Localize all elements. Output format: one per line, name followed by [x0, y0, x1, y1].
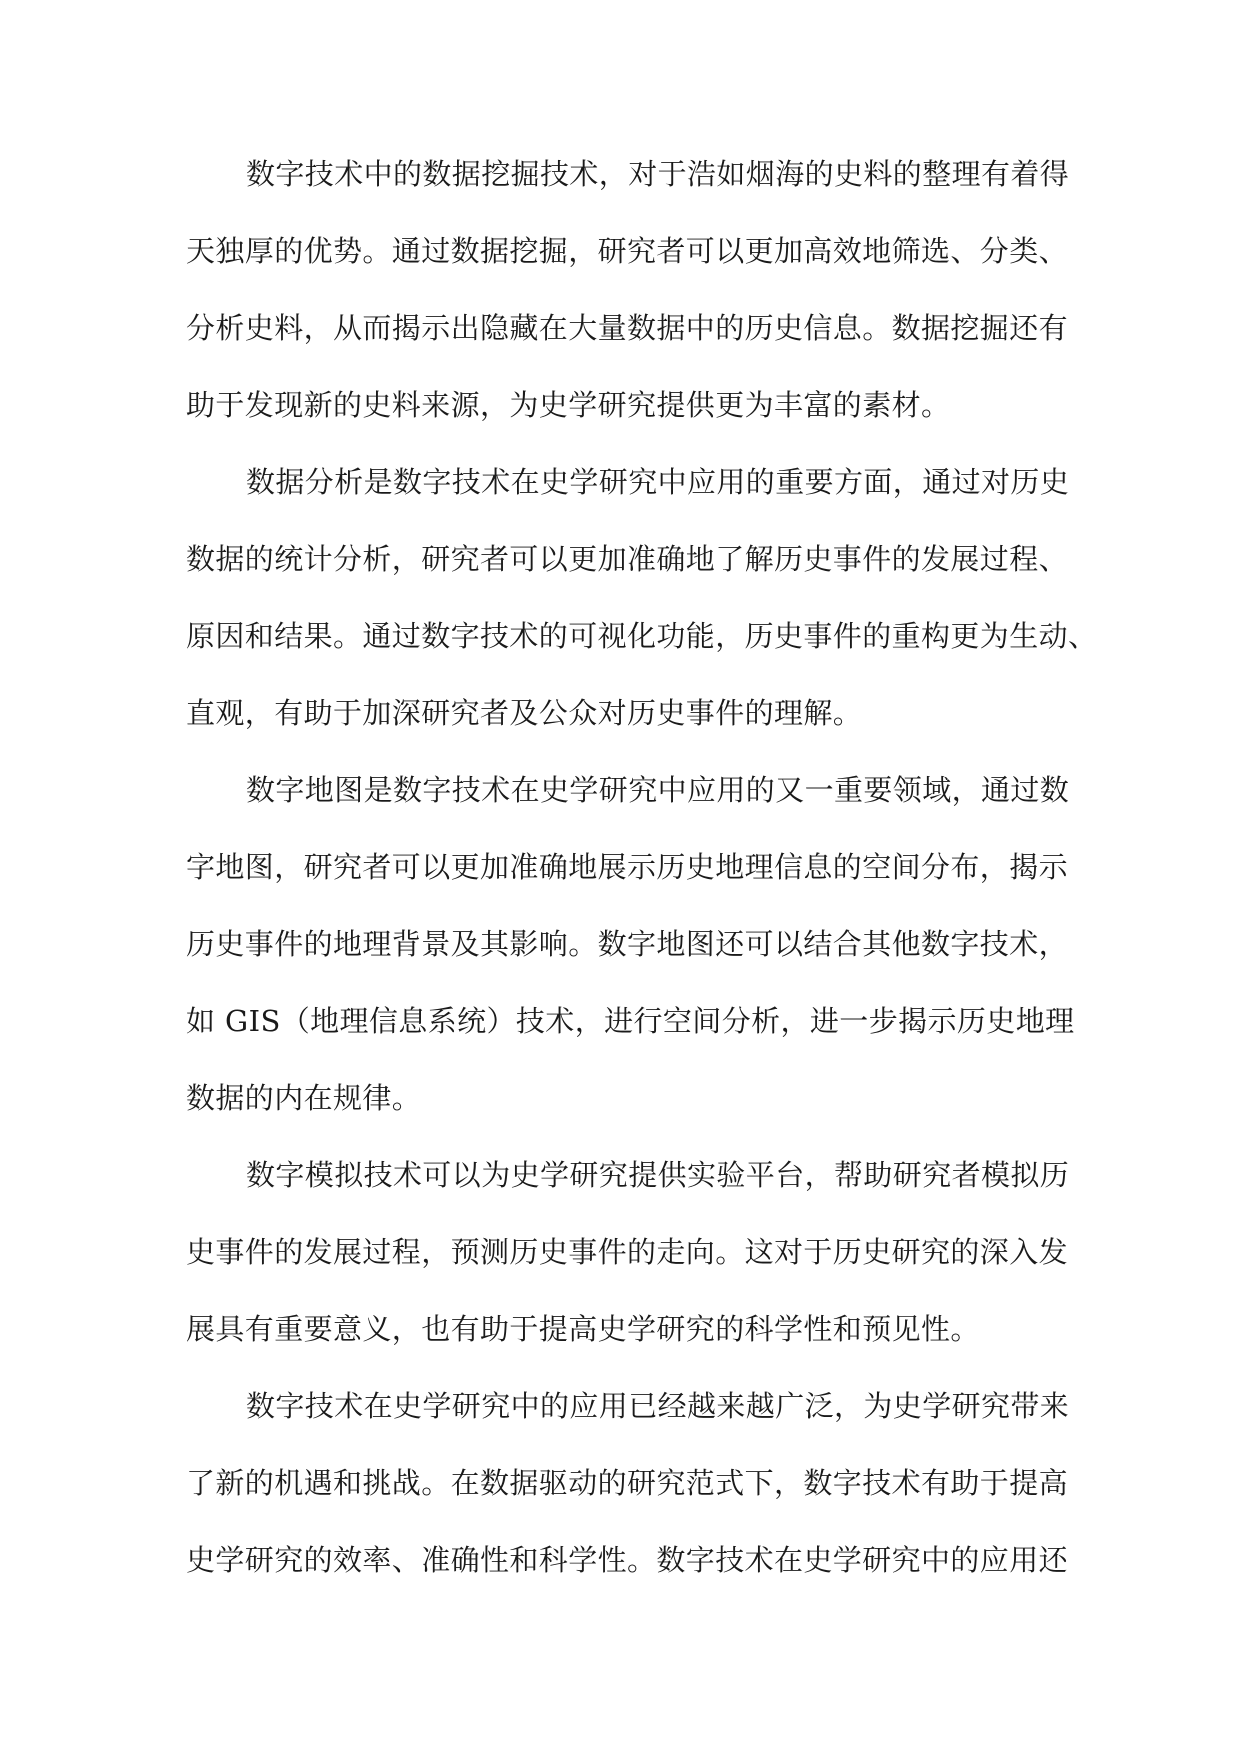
text-line: 数据分析是数字技术在史学研究中应用的重要方面，通过对历史 — [246, 465, 1070, 499]
paragraph-conclusion — [186, 1368, 1070, 1599]
text-line: 历史事件的地理背景及其影响。数字地图还可以结合其他数字技术， — [186, 927, 1069, 961]
paragraph-data-analysis — [186, 444, 1098, 752]
text-line: 原因和结果。通过数字技术的可视化功能，历史事件的重构更为生动、 — [186, 619, 1098, 653]
text-line: 如 GIS（地理信息系统）技术，进行空间分析，进一步揭示历史地理 — [186, 1004, 1075, 1038]
paragraph-digital-maps — [186, 752, 1075, 1137]
text-line: 史学研究的效率、准确性和科学性。数字技术在史学研究中的应用还 — [186, 1543, 1069, 1577]
text-line: 数字地图是数字技术在史学研究中应用的又一重要领域，通过数 — [246, 773, 1070, 807]
document-body — [186, 136, 1098, 1599]
text-line: 数据的统计分析，研究者可以更加准确地了解历史事件的发展过程、 — [186, 542, 1069, 576]
text-line: 数字模拟技术可以为史学研究提供实验平台，帮助研究者模拟历 — [246, 1158, 1070, 1192]
text-line: 天独厚的优势。通过数据挖掘，研究者可以更加高效地筛选、分类、 — [186, 234, 1069, 268]
text-line: 史事件的发展过程，预测历史事件的走向。这对于历史研究的深入发 — [186, 1235, 1069, 1269]
text-line: 数字技术中的数据挖掘技术，对于浩如烟海的史料的整理有着得 — [246, 157, 1070, 191]
text-line: 数字技术在史学研究中的应用已经越来越广泛，为史学研究带来 — [246, 1389, 1070, 1423]
text-line: 展具有重要意义，也有助于提高史学研究的科学性和预见性。 — [186, 1312, 980, 1346]
text-line: 字地图，研究者可以更加准确地展示历史地理信息的空间分布，揭示 — [186, 850, 1069, 884]
text-line: 分析史料，从而揭示出隐藏在大量数据中的历史信息。数据挖掘还有 — [186, 311, 1069, 345]
text-line: 了新的机遇和挑战。在数据驱动的研究范式下，数字技术有助于提高 — [186, 1466, 1069, 1500]
text-line: 助于发现新的史料来源，为史学研究提供更为丰富的素材。 — [186, 388, 951, 422]
paragraph-data-mining — [186, 136, 1070, 444]
paragraph-digital-simulation — [186, 1137, 1070, 1368]
text-line: 数据的内在规律。 — [186, 1081, 422, 1115]
text-line: 直观，有助于加深研究者及公众对历史事件的理解。 — [186, 696, 863, 730]
